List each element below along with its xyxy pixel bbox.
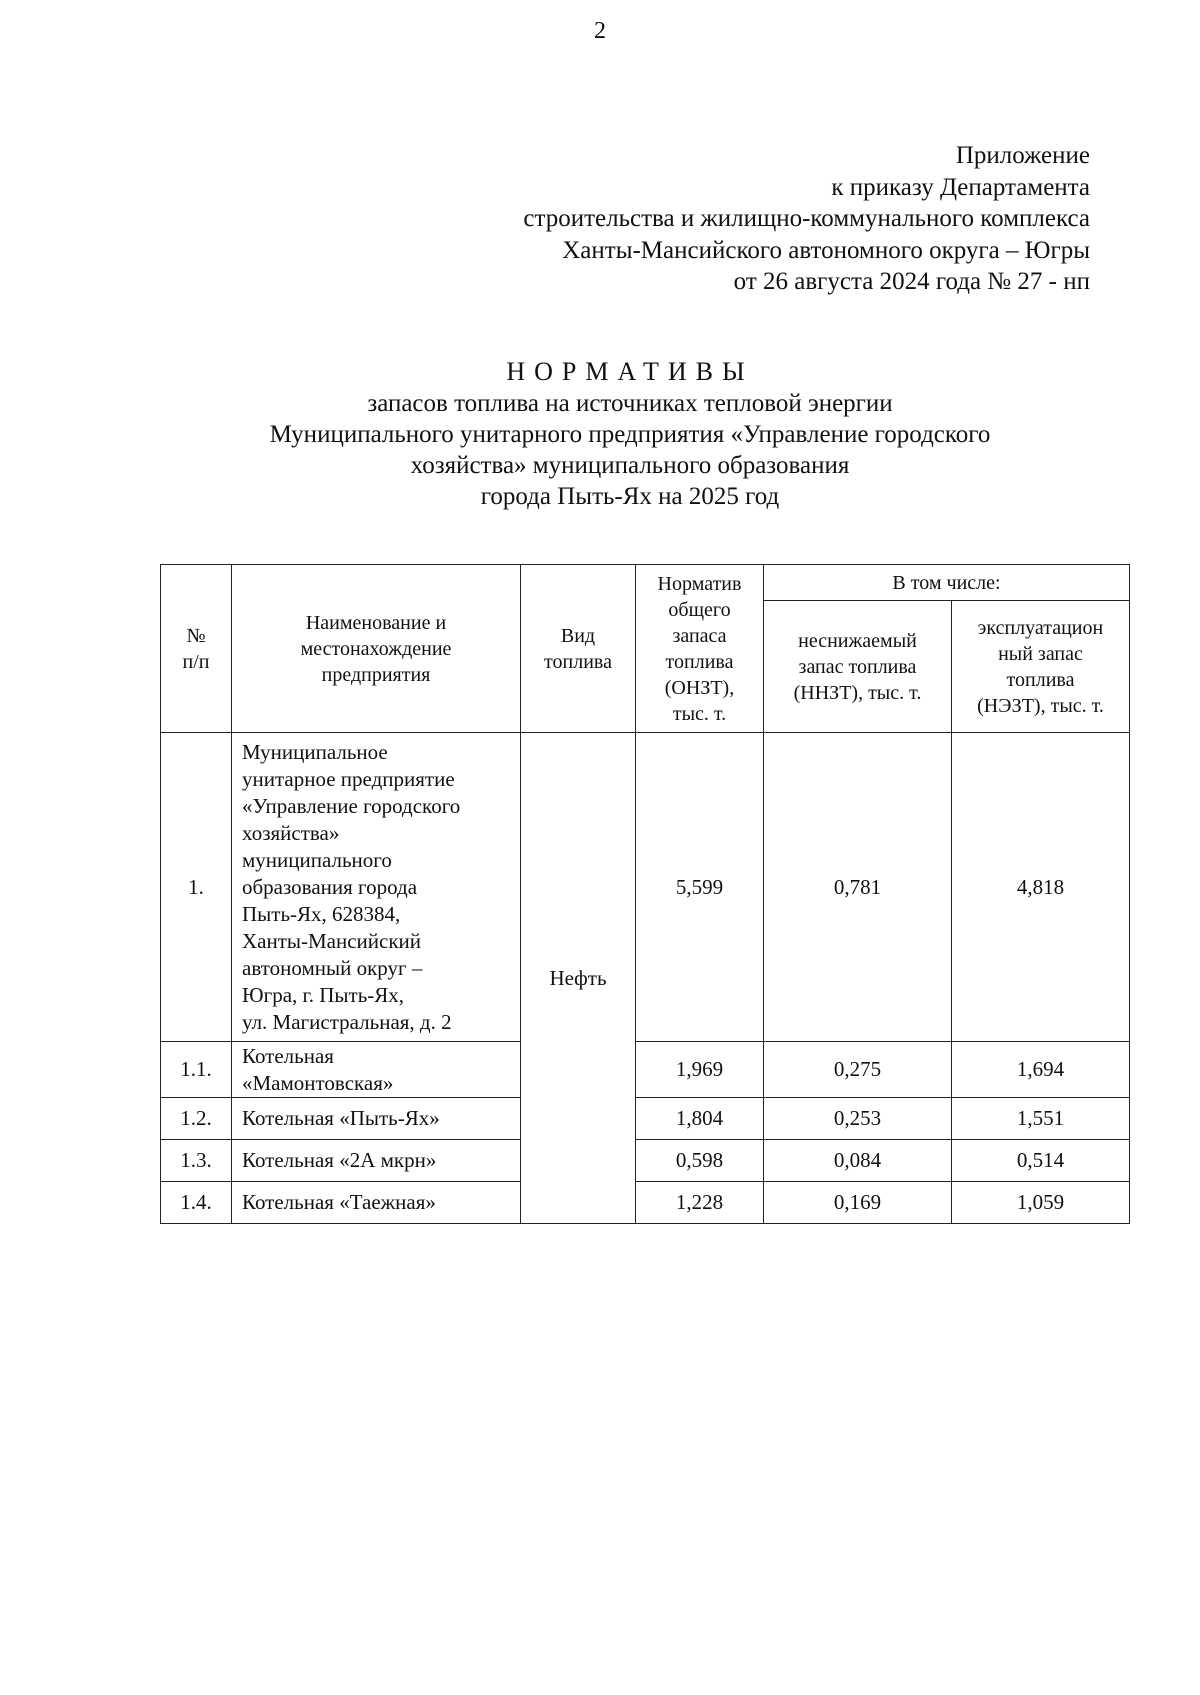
appendix-line: Ханты-Мансийского автономного округа – Югры	[562, 236, 1090, 264]
heading-line: Муниципального унитарного предприятия «Управление городского	[269, 421, 991, 448]
row-nnzt: 0,084	[764, 1140, 952, 1182]
row-enterprise-name: Котельная «Пыть-Ях»	[232, 1098, 521, 1140]
table-header-row	[161, 565, 1130, 601]
table-row	[161, 1042, 1130, 1098]
row-nezt: 1,551	[952, 1098, 1130, 1140]
heading-line: запасов топлива на источниках тепловой энергии	[367, 390, 893, 417]
row-num: 1.	[161, 733, 232, 1042]
document-heading	[0, 356, 1200, 512]
header-line: Вид	[560, 624, 596, 647]
row-enterprise-name: Котельная «Таежная»	[232, 1182, 521, 1224]
header-line: запаса	[672, 624, 727, 647]
row-enterprise-name	[232, 733, 521, 1042]
header-line: ный запас	[998, 642, 1083, 665]
header-onzt	[636, 565, 764, 733]
appendix-line: строительства и жилищно-коммунального комплекса	[523, 205, 1090, 232]
header-name	[232, 565, 521, 733]
table-row	[161, 733, 1130, 1042]
name-line: муниципального	[242, 847, 392, 872]
appendix-line: от 26 августа 2024 года № 27 - нп	[733, 268, 1090, 295]
row-nnzt: 0,781	[764, 733, 952, 1042]
row-onzt: 1,228	[636, 1182, 764, 1224]
row-nezt: 4,818	[952, 733, 1130, 1042]
header-line: тыс. т.	[672, 702, 727, 725]
name-line: Пыть-Ях, 628384,	[242, 901, 401, 926]
fuel-type-cell: Нефть	[521, 733, 636, 1224]
row-nezt: 1,059	[952, 1182, 1130, 1224]
row-nnzt: 0,275	[764, 1042, 952, 1098]
header-line: топлива	[1006, 668, 1075, 691]
header-line: запас топлива	[798, 655, 917, 678]
name-line: Котельная	[242, 1043, 334, 1068]
header-line: эксплуатацион	[977, 616, 1104, 639]
row-onzt: 5,599	[636, 733, 764, 1042]
header-line: Норматив	[657, 572, 742, 595]
header-including: В том числе:	[764, 565, 1130, 601]
appendix-block	[523, 140, 1090, 298]
header-line: (ННЗТ), тыс. т.	[793, 681, 922, 704]
header-nezt	[952, 601, 1130, 733]
header-line: (НЭЗТ), тыс. т.	[977, 694, 1104, 717]
name-line: Муниципальное	[242, 739, 388, 764]
document-title: НОРМАТИВЫ	[506, 357, 754, 386]
row-onzt: 1,804	[636, 1098, 764, 1140]
table-row	[161, 1140, 1130, 1182]
row-nezt: 0,514	[952, 1140, 1130, 1182]
heading-line: хозяйства» муниципального образования	[410, 452, 850, 479]
table-row	[161, 1098, 1130, 1140]
row-num: 1.3.	[161, 1140, 232, 1182]
row-onzt: 0,598	[636, 1140, 764, 1182]
name-line: «Управление городского	[242, 793, 461, 818]
header-line: п/п	[182, 650, 210, 673]
name-line: хозяйства»	[242, 820, 340, 845]
name-line: унитарное предприятие	[242, 766, 455, 791]
name-line: Югра, г. Пыть-Ях,	[242, 982, 405, 1007]
row-onzt: 1,969	[636, 1042, 764, 1098]
header-num	[161, 565, 232, 733]
row-nnzt: 0,253	[764, 1098, 952, 1140]
row-enterprise-name: Котельная «2А мкрн»	[232, 1140, 521, 1182]
header-line: Наименование и	[305, 611, 447, 634]
row-num: 1.4.	[161, 1182, 232, 1224]
header-line: №	[186, 624, 206, 647]
header-line: (ОНЗТ),	[664, 676, 735, 699]
name-line: образования города	[242, 874, 418, 899]
header-line: топлива	[665, 650, 734, 673]
fuel-norms-table	[160, 564, 1130, 1224]
heading-line: города Пыть-Ях на 2025 год	[480, 483, 780, 510]
header-line: общего	[668, 598, 731, 621]
header-nnzt	[764, 601, 952, 733]
row-nezt: 1,694	[952, 1042, 1130, 1098]
page-number: 2	[594, 18, 606, 44]
name-line: ул. Магистральная, д. 2	[242, 1009, 452, 1034]
row-num: 1.2.	[161, 1098, 232, 1140]
appendix-line: Приложение	[955, 142, 1090, 169]
header-line: предприятия	[321, 663, 431, 686]
header-line: неснижаемый	[798, 629, 917, 652]
header-line: топлива	[544, 650, 612, 673]
row-enterprise-name	[232, 1042, 521, 1098]
name-line: «Мамонтовская»	[242, 1070, 394, 1095]
appendix-line: к приказу Департамента	[831, 173, 1090, 201]
header-line: местонахождение	[300, 637, 452, 660]
row-nnzt: 0,169	[764, 1182, 952, 1224]
table-row	[161, 1182, 1130, 1224]
header-fuel-type	[521, 565, 636, 733]
name-line: Ханты-Мансийский	[242, 928, 422, 953]
name-line: автономный округ –	[242, 955, 423, 980]
row-num: 1.1.	[161, 1042, 232, 1098]
